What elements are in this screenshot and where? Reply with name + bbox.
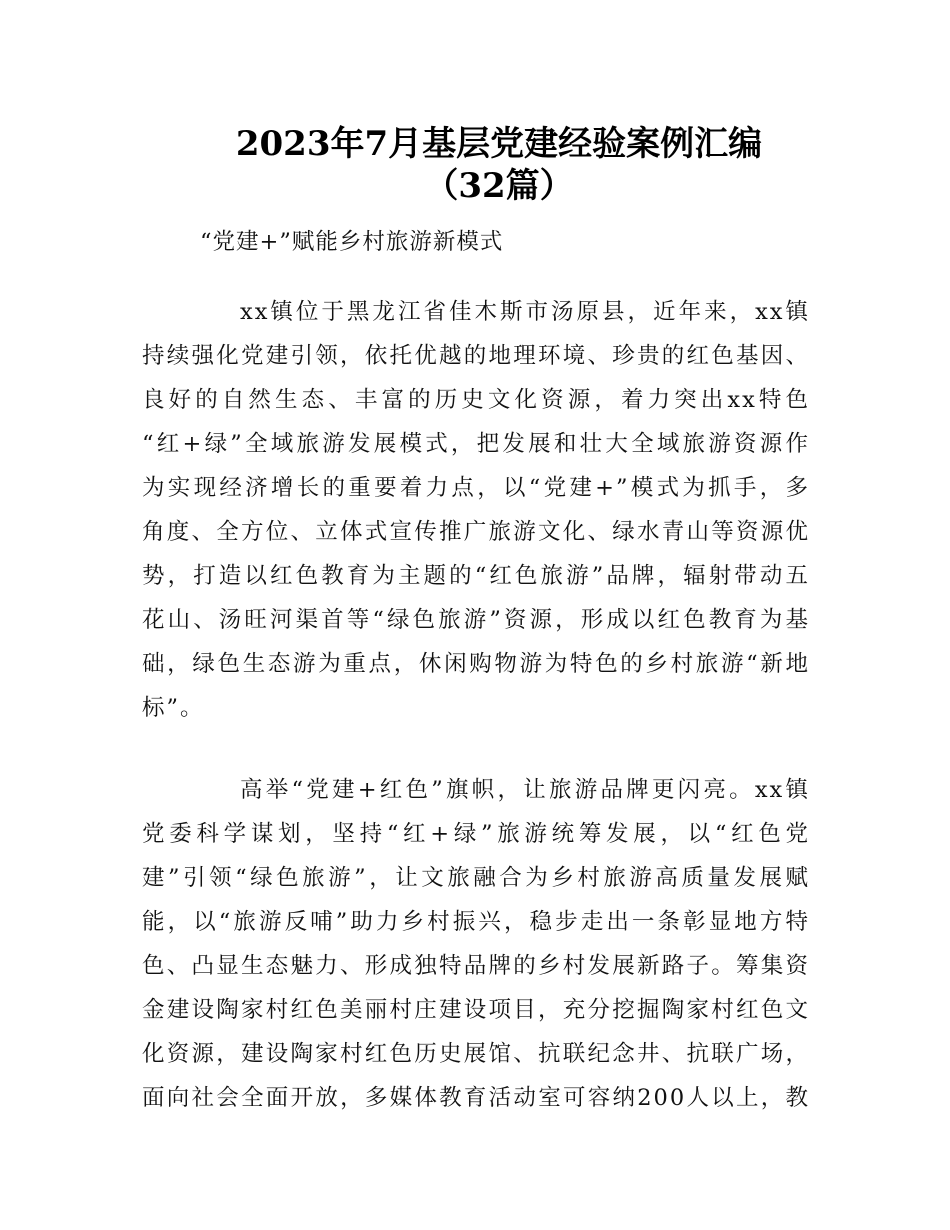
paragraph-line: 为实现经济增长的重要着力点，以“党建+”模式为抓手，多	[142, 475, 810, 501]
paragraph-line: 良好的自然生态、丰富的历史文化资源，着力突出xx特色	[142, 387, 810, 413]
document-title: 2023年7月基层党建经验案例汇编	[235, 124, 763, 164]
document-title-count: （32篇）	[424, 166, 574, 206]
paragraph-line: 金建设陶家村红色美丽村庄建设项目，充分挖掘陶家村红色文	[142, 997, 810, 1023]
paragraph-line: 花山、汤旺河渠首等“绿色旅游”资源，形成以红色教育为基	[142, 607, 810, 633]
paragraph-line: 高举“党建+红色”旗帜，让旅游品牌更闪亮。xx镇	[240, 777, 810, 803]
paragraph-line: 党委科学谋划，坚持“红+绿”旅游统筹发展，以“红色党	[142, 821, 810, 847]
paragraph-line: 势，打造以红色教育为主题的“红色旅游”品牌，辐射带动五	[142, 563, 810, 589]
section-heading: “党建+”赋能乡村旅游新模式	[200, 229, 504, 255]
paragraph-line: xx镇位于黑龙江省佳木斯市汤原县，近年来，xx镇	[240, 299, 810, 325]
paragraph-line: 标”。	[142, 695, 205, 721]
paragraph-line: 持续强化党建引领，依托优越的地理环境、珍贵的红色基因、	[142, 343, 810, 369]
paragraph-line: 建”引领“绿色旅游”，让文旅融合为乡村旅游高质量发展赋	[142, 865, 810, 891]
paragraph-line: 化资源，建设陶家村红色历史展馆、抗联纪念井、抗联广场，	[142, 1041, 810, 1067]
paragraph-line: 面向社会全面开放，多媒体教育活动室可容纳200人以上，教	[142, 1085, 810, 1111]
paragraph-line: 角度、全方位、立体式宣传推广旅游文化、绿水青山等资源优	[142, 519, 810, 545]
paragraph-line: 础，绿色生态游为重点，休闲购物游为特色的乡村旅游“新地	[142, 651, 810, 677]
paragraph-line: 色、凸显生态魅力、形成独特品牌的乡村发展新路子。筹集资	[142, 953, 810, 979]
paragraph-line: “红+绿”全域旅游发展模式，把发展和壮大全域旅游资源作	[142, 431, 810, 457]
paragraph-line: 能，以“旅游反哺”助力乡村振兴，稳步走出一条彰显地方特	[142, 909, 810, 935]
